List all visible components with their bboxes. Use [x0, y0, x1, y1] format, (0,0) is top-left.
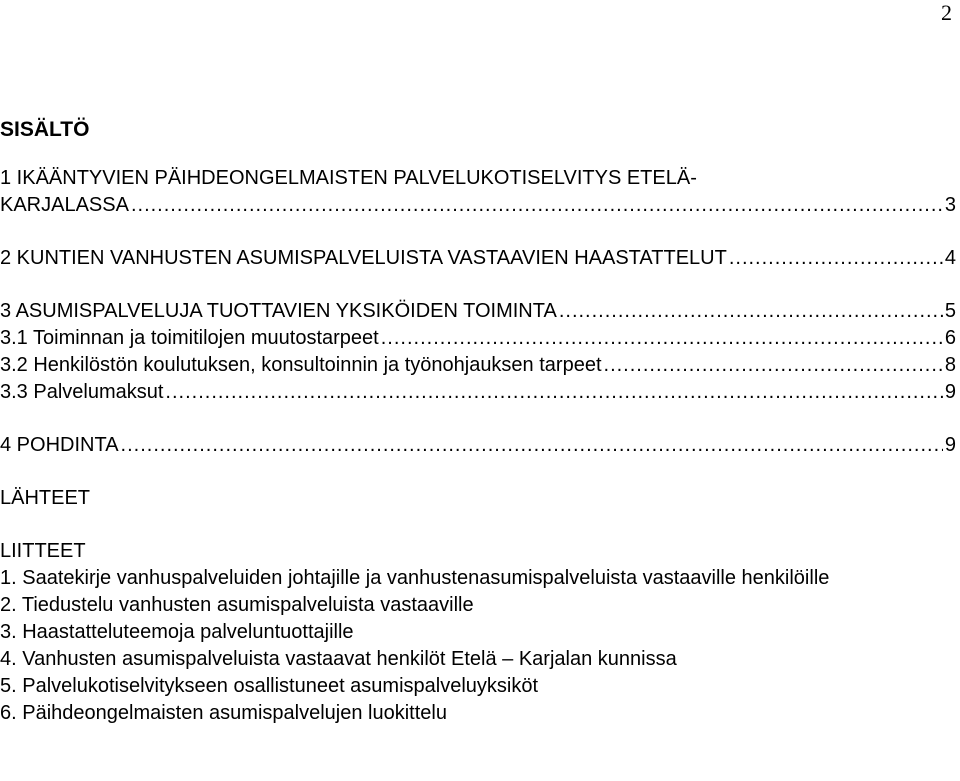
references-heading[interactable]: LÄHTEET: [0, 487, 91, 509]
toc-title: SISÄLTÖ: [0, 118, 90, 141]
toc-entry-1-line1: 1 IKÄÄNTYVIEN PÄIHDEONGELMAISTEN PALVELUKOTISELVITYS ETELÄ-: [0, 167, 697, 189]
toc-entry-3-1-label: 3.1 Toiminnan ja toimitilojen muutostarpeet: [0, 327, 379, 349]
toc-entry-2-label: 2 KUNTIEN VANHUSTEN ASUMISPALVELUISTA VASTAAVIEN HAASTATTELUT: [0, 247, 727, 269]
page-number: 2: [941, 0, 952, 25]
appendix-item: 1. Saatekirje vanhuspalveluiden johtajille ja vanhustenasumispalveluista vastaaville henkilöille: [0, 567, 830, 589]
toc-entry-3-3[interactable]: [0, 379, 956, 406]
toc-entry-2[interactable]: [0, 245, 956, 272]
toc-entry-3-1[interactable]: [0, 325, 956, 352]
toc-entry-2-page: 4: [944, 247, 956, 269]
leader-dots: [121, 432, 943, 459]
toc-entry-4[interactable]: [0, 432, 956, 459]
toc-entry-3-page: 5: [944, 300, 956, 322]
toc-entry-4-label: 4 POHDINTA: [0, 434, 119, 456]
toc-entry-3-2-page: 8: [944, 354, 956, 376]
leader-dots: [165, 379, 942, 406]
appendix-item: 4. Vanhusten asumispalveluista vastaavat henkilöt Etelä – Karjalan kunnissa: [0, 648, 677, 670]
leader-dots: [559, 298, 943, 325]
leader-dots: [729, 245, 943, 272]
appendix-item: 2. Tiedustelu vanhusten asumispalveluista vastaaville: [0, 594, 474, 616]
leader-dots: [604, 352, 943, 379]
toc-entry-3-1-page: 6: [944, 327, 956, 349]
toc-entry-3[interactable]: [0, 298, 956, 325]
toc-entry-4-page: 9: [944, 434, 956, 456]
toc-entry-1[interactable]: [0, 165, 956, 219]
toc-entry-1-line2: KARJALASSA: [0, 194, 129, 216]
toc-entry-3-2-label: 3.2 Henkilöstön koulutuksen, konsultoinnin ja työnohjauksen tarpeet: [0, 354, 602, 376]
toc-entry-3-label: 3 ASUMISPALVELUJA TUOTTAVIEN YKSIKÖIDEN TOIMINTA: [0, 300, 557, 322]
appendix-item: 6. Päihdeongelmaisten asumispalvelujen luokittelu: [0, 702, 447, 724]
toc-entry-1-page: 3: [944, 194, 956, 216]
toc-entry-3-2[interactable]: [0, 352, 956, 379]
appendix-item: 3. Haastatteluteemoja palveluntuottajille: [0, 621, 354, 643]
appendices-heading: LIITTEET: [0, 540, 86, 562]
leader-dots: [381, 325, 943, 352]
appendix-item: 5. Palvelukotiselvitykseen osallistuneet asumispalveluyksiköt: [0, 675, 539, 697]
toc-entry-3-3-page: 9: [944, 381, 956, 403]
toc-entry-3-3-label: 3.3 Palvelumaksut: [0, 381, 164, 403]
leader-dots: [131, 192, 943, 219]
table-of-contents: [0, 116, 956, 727]
